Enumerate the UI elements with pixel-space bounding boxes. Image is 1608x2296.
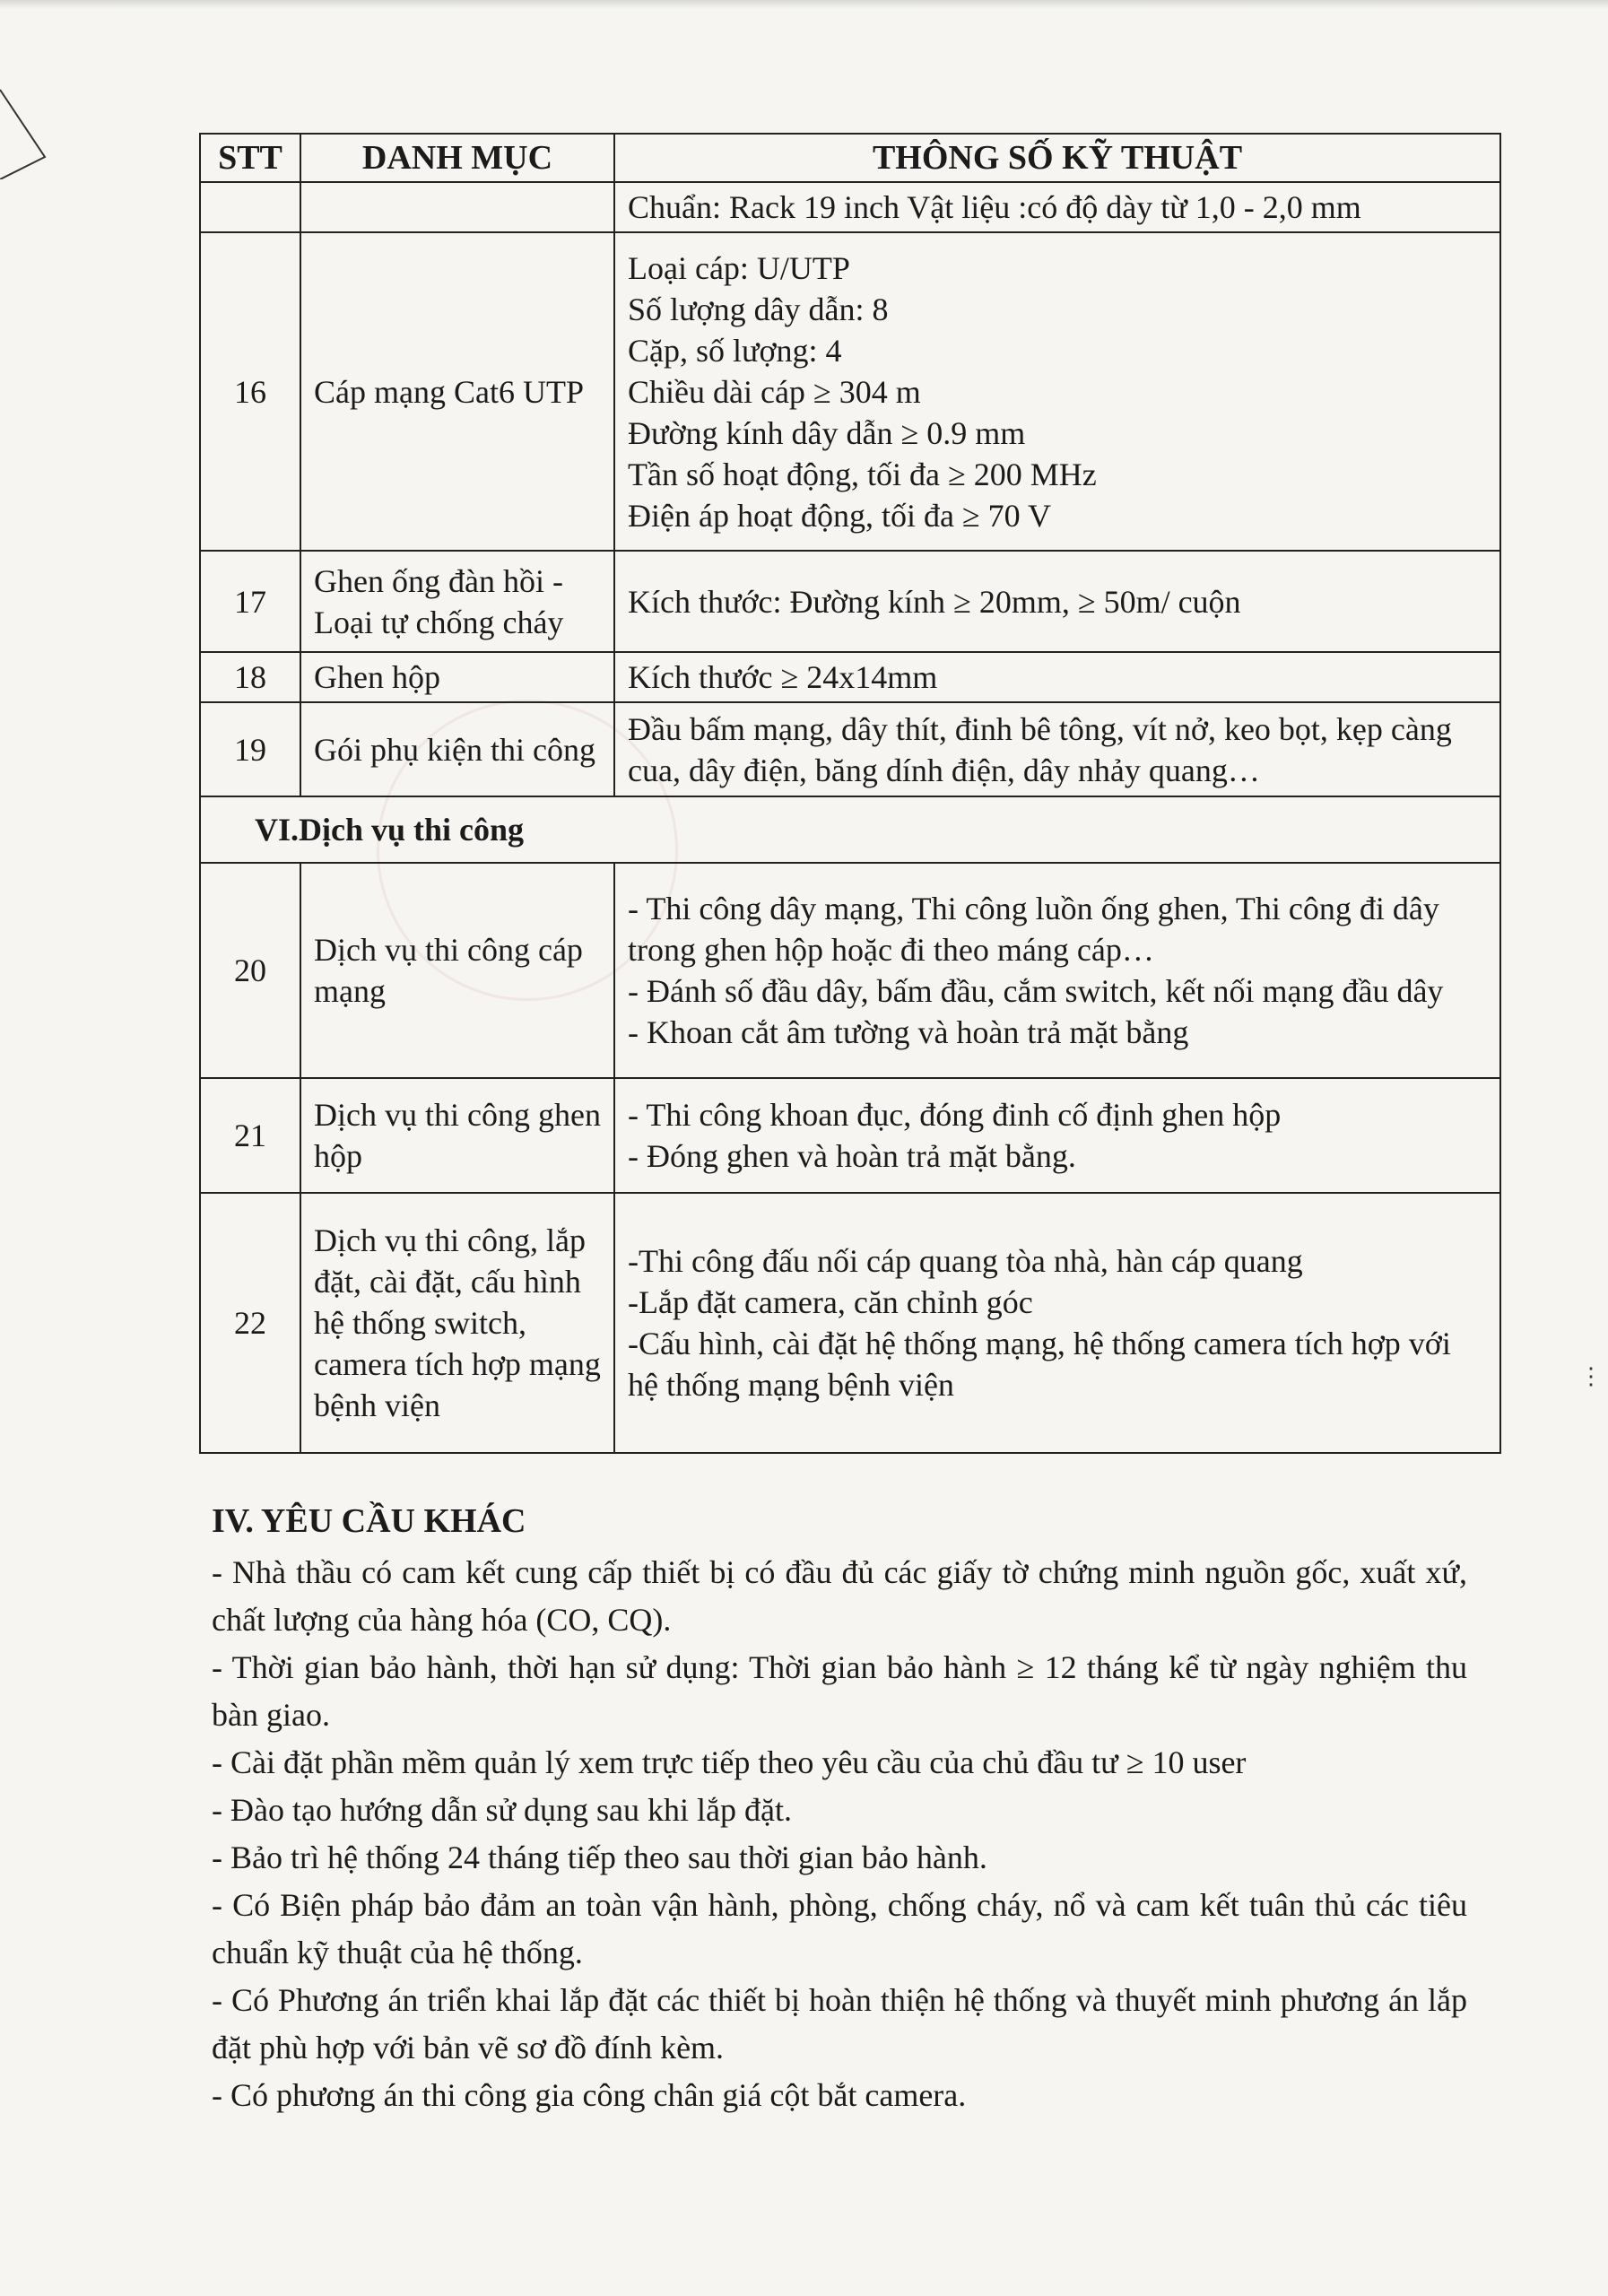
table-row [200,652,1500,702]
requirements-list [212,1549,1467,2119]
spec-line: -Lắp đặt camera, căn chỉnh góc [628,1284,1033,1320]
spec-line: Chiều dài cáp ≥ 304 m [628,373,921,410]
row-name: Dịch vụ thi công ghen hộp [300,1078,614,1193]
spec-line: Loại cáp: U/UTP [628,249,850,286]
requirement-item: - Có Phương án triển khai lắp đặt các thiết bị hoàn thiện hệ thống và thuyết minh phương án lắp đặt phù hợp với bản vẽ sơ đồ đính kèm. [212,1982,1467,2066]
row-name: Ghen ống đàn hồi - Loại tự chống cháy [300,551,614,652]
row-name: Gói phụ kiện thi công [300,702,614,796]
row-stt: 20 [200,863,300,1078]
spec-line: Điện áp hoạt động, tối đa ≥ 70 V [628,497,1052,534]
row-stt: 22 [200,1193,300,1453]
folded-corner-mark [0,72,54,179]
row-name: Cáp mạng Cat6 UTP [300,232,614,551]
requirement-item: - Nhà thầu có cam kết cung cấp thiết bị có đầu đủ các giấy tờ chứng minh nguồn gốc, xuất xứ, chất lượng của hàng hóa (CO, CQ). [212,1554,1467,1638]
spec-line: Kích thước: Đường kính ≥ 20mm, ≥ 50m/ cuộn [628,583,1241,620]
table-row [200,232,1500,551]
requirement-item: - Có Biện pháp bảo đảm an toàn vận hành, phòng, chống cháy, nổ và cam kết tuân thủ các tiêu chuẩn kỹ thuật của hệ thống. [212,1887,1467,1970]
requirement-item: - Bảo trì hệ thống 24 tháng tiếp theo sau thời gian bảo hành. [212,1839,987,1875]
header-stt: STT [200,134,300,182]
margin-mark: ⋮ [1579,1363,1603,1389]
row-stt: 16 [200,232,300,551]
continuation-row [200,182,1500,232]
row-spec [614,232,1500,551]
spec-line: -Cấu hình, cài đặt hệ thống mạng, hệ thống camera tích hợp với hệ thống mạng bệnh viện [628,1326,1451,1403]
row-stt: 18 [200,652,300,702]
spec-line: Tần số hoạt động, tối đa ≥ 200 MHz [628,456,1097,492]
row-spec [614,702,1500,796]
spec-line: Đường kính dây dẫn ≥ 0.9 mm [628,414,1026,451]
spec-line: - Đóng ghen và hoàn trả mặt bằng. [628,1138,1076,1174]
row-name: Ghen hộp [300,652,614,702]
table-cell [300,182,614,232]
header-name: DANH MỤC [300,134,614,182]
row-spec [614,551,1500,652]
row-name: Dịch vụ thi công, lắp đặt, cài đặt, cấu hình hệ thống switch, camera tích hợp mạng bệnh viện [300,1193,614,1453]
other-requirements [212,1498,1467,2119]
table-row [200,863,1500,1078]
requirement-item: - Cài đặt phần mềm quản lý xem trực tiếp theo yêu cầu của chủ đầu tư ≥ 10 user [212,1744,1247,1780]
spec-line: Kích thước ≥ 24x14mm [628,659,938,695]
table-row [200,551,1500,652]
row-stt: 21 [200,1078,300,1193]
section-title: VI.Dịch vụ thi công [200,796,1500,863]
section-row [200,796,1500,863]
row-name: Dịch vụ thi công cáp mạng [300,863,614,1078]
requirement-item: - Đào tạo hướng dẫn sử dụng sau khi lắp đặt. [212,1792,792,1828]
table-header-row [200,134,1500,182]
spec-line: - Khoan cắt âm tường và hoàn trả mặt bằng [628,1014,1189,1050]
spec-line: -Thi công đấu nối cáp quang tòa nhà, hàn cáp quang [628,1243,1303,1279]
continuation-spec: Chuẩn: Rack 19 inch Vật liệu :có độ dày từ 1,0 - 2,0 mm [614,182,1500,232]
requirement-item: - Thời gian bảo hành, thời hạn sử dụng: Thời gian bảo hành ≥ 12 tháng kể từ ngày nghiệm thu bàn giao. [212,1649,1467,1733]
row-stt: 19 [200,702,300,796]
row-spec [614,863,1500,1078]
row-spec [614,652,1500,702]
scan-top-edge [0,0,1608,9]
requirements-heading: IV. YÊU CẦU KHÁC [212,1502,526,1540]
table-row [200,1078,1500,1193]
table-row [200,1193,1500,1453]
spec-line: - Thi công khoan đục, đóng đinh cố định ghen hộp [628,1097,1282,1133]
spec-line: Cặp, số lượng: 4 [628,332,842,369]
row-spec [614,1078,1500,1193]
spec-line: - Thi công dây mạng, Thi công luồn ống ghen, Thi công đi dây trong ghen hộp hoặc đi theo máng cáp… [628,891,1439,968]
row-stt: 17 [200,551,300,652]
spec-line: Đầu bấm mạng, dây thít, đinh bê tông, vít nở, keo bọt, kẹp càng cua, dây điện, băng dính điện, dây nhảy quang… [628,710,1452,788]
table-cell [200,182,300,232]
spec-table [199,133,1501,1454]
row-spec [614,1193,1500,1453]
table-row [200,702,1500,796]
requirement-item: - Có phương án thi công gia công chân giá cột bắt camera. [212,2077,967,2113]
header-spec: THÔNG SỐ KỸ THUẬT [614,134,1500,182]
spec-line: Số lượng dây dẫn: 8 [628,291,889,327]
spec-line: - Đánh số đầu dây, bấm đầu, cắm switch, kết nối mạng đầu dây [628,973,1444,1009]
